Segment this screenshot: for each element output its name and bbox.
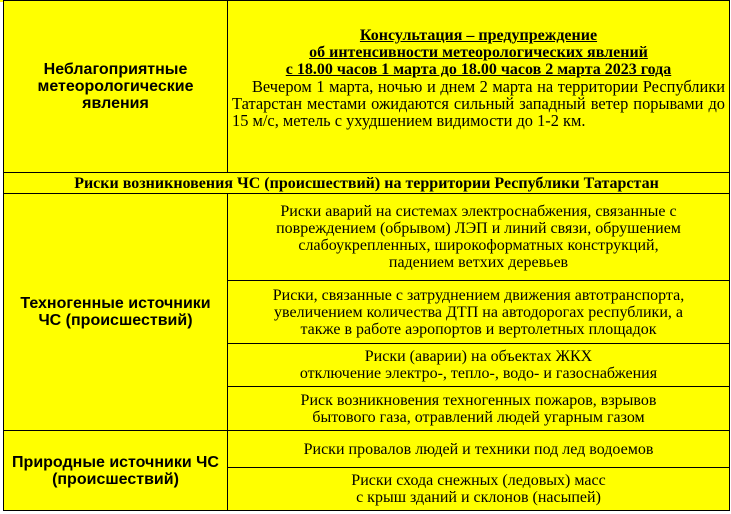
technogenic-item-1 [228,194,730,281]
technogenic-item-1-line: Риски аварий на системах электроснабжения, связанные с [280,203,677,220]
technogenic-item-2-line: также в работе аэропортов и вертолетных площадок [300,320,657,338]
heading-line-1: Консультация – предупреждение [359,27,598,44]
natural-item-2 [228,468,730,511]
phenomena-content [228,1,730,173]
natural-item-2-line: с крыш зданий и склонов (насыпей) [356,489,601,506]
natural-item-1-line: Риски провалов людей и техники под лед водоемов [303,440,654,458]
technogenic-item-1-line: повреждением (обрывом) ЛЭП и линий связи, обрушением [276,220,681,237]
technogenic-item-3-line: отключение электро-, тепло-, водо- и газоснабжения [299,365,658,382]
natural-label: Природные источники ЧС (происшествий) [4,431,228,511]
risk-document [3,0,729,511]
technogenic-label: Техногенные источники ЧС (происшествий) [4,194,228,431]
risks-band-row [4,173,730,194]
technogenic-item-3-line: Риски (аварии) на объектах ЖКХ [364,348,593,365]
technogenic-item-1-line: слабоукрепленных, широкоформатных конструкций, [298,237,659,254]
technogenic-row-1 [4,194,730,281]
natural-item-1 [228,431,730,468]
phenomena-row [4,1,730,173]
phenomena-label: Неблагоприятные метеорологические явления [4,1,228,173]
technogenic-item-4 [228,387,730,431]
risk-table [3,0,730,511]
technogenic-item-4-line: бытового газа, отравлений людей угарным газом [312,408,645,426]
forecast-text: Вечером 1 марта, ночью и днем 2 марта на территории Республики Татарстан местами ожидаются сильный западный ветер порывами до 15 м/с, метель с ухудшением видимости до 1-2 км. [232,77,725,130]
heading-line-2: об интенсивности метеорологических явлений [309,44,648,61]
technogenic-item-3 [228,344,730,387]
technogenic-item-2 [228,281,730,344]
heading-line-3: с 18.00 часов 1 марта до 18.00 часов 2 марта 2023 года [285,61,672,78]
technogenic-item-2-line: увеличением количества ДТП на автодорогах республики, а [274,303,683,321]
natural-row-1 [4,431,730,468]
technogenic-item-1-line: падением ветхих деревьев [388,254,569,271]
natural-item-2-line: Риски схода снежных (ледовых) масс [351,472,606,489]
technogenic-item-4-line: Риск возникновения техногенных пожаров, взрывов [300,391,657,409]
risks-band: Риски возникновения ЧС (происшествий) на территории Республики Татарстан [4,173,730,194]
technogenic-item-2-line: Риски, связанные с затруднением движения автотранспорта, [272,286,685,304]
